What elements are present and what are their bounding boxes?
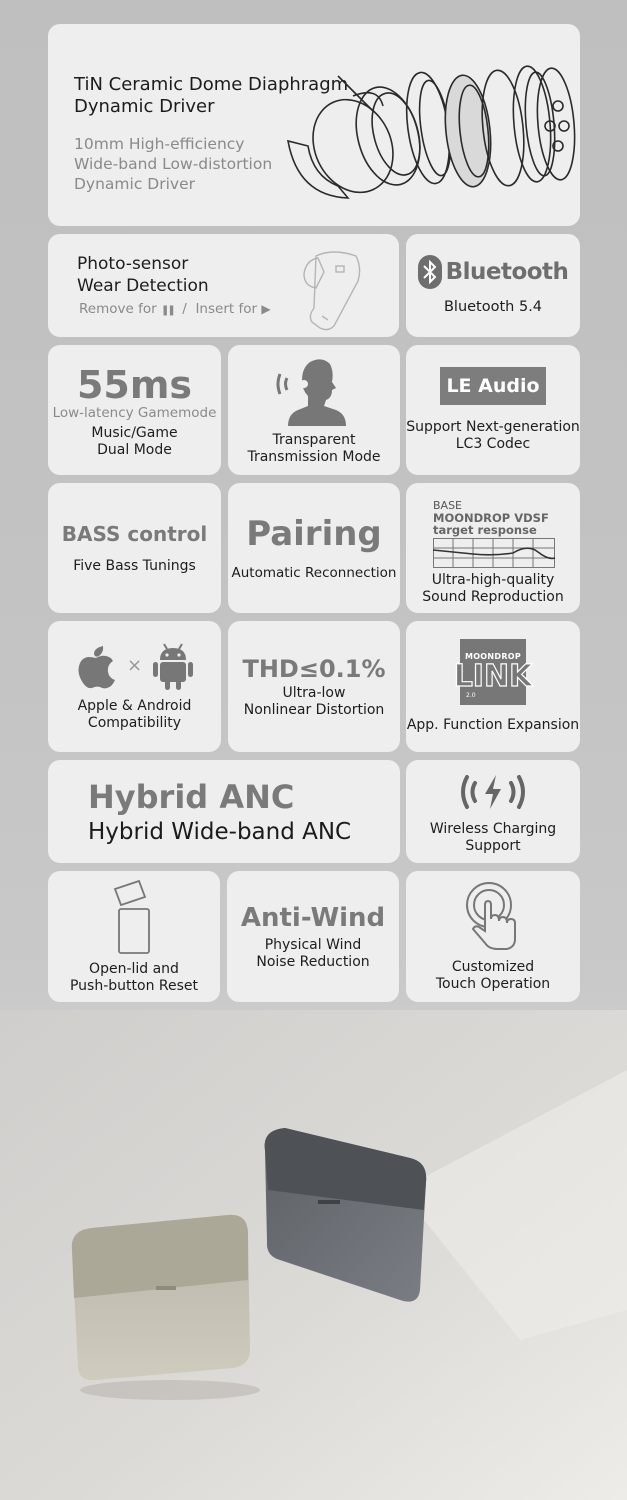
bluetooth-version: Bluetooth 5.4	[443, 299, 543, 315]
latency-card	[48, 345, 221, 475]
driver-card	[48, 24, 580, 226]
play-icon: ▶	[261, 302, 271, 316]
app-logo-top: MOONDROP	[464, 651, 522, 661]
open-lid-case-icon	[109, 879, 159, 955]
latency-line2: Dual Mode	[97, 442, 172, 458]
person-listening-icon	[274, 354, 354, 426]
latency-value: 55ms	[76, 363, 193, 407]
pairing-title: Pairing	[246, 513, 382, 554]
antiwind-card	[227, 871, 399, 1002]
thd-line2: Nonlinear Distortion	[243, 701, 385, 718]
bass-title: BASS control	[61, 521, 208, 546]
le-audio-line1: Support Next-generation	[406, 419, 580, 435]
wireless-line1: Wireless Charging	[429, 820, 557, 837]
touch-line2: Touch Operation	[435, 975, 551, 992]
bass-line1: Five Bass Tunings	[73, 557, 196, 574]
reset-line1: Open-lid and	[89, 960, 179, 977]
touch-gesture-icon	[463, 881, 523, 953]
app-logo-word: LINK	[453, 658, 533, 694]
target-line1: Ultra-high-quality	[431, 572, 555, 588]
bass-card	[48, 483, 221, 613]
times-glyph: ×	[126, 655, 143, 676]
target-label-target: target response	[433, 523, 537, 537]
reset-card	[48, 871, 220, 1002]
compat-line2: Compatibility	[87, 714, 182, 731]
transparent-line2: Transmission Mode	[247, 449, 381, 465]
app-logo-version: 2.0	[466, 692, 476, 699]
driver-exploded-diagram	[278, 46, 578, 221]
hint-separator: /	[182, 301, 187, 317]
driver-sub-line2: Wide-band Low-distortion	[74, 155, 273, 173]
anc-subtitle: Hybrid Wide-band ANC	[88, 819, 352, 845]
driver-subtitle	[74, 134, 272, 194]
driver-sub-line3: Dynamic Driver	[74, 175, 195, 193]
driver-title-line1: TiN Ceramic Dome Diaphragm	[74, 74, 349, 95]
photo-sensor-title	[77, 253, 209, 297]
bluetooth-icon	[418, 255, 442, 289]
latency-line1: Music/Game	[91, 425, 178, 441]
antiwind-title: Anti-Wind	[240, 902, 386, 933]
wireless-charging-icon	[457, 769, 529, 815]
reset-line2: Push-button Reset	[69, 977, 199, 994]
target-label-vdsf: MOONDROP VDSF	[433, 511, 549, 525]
le-audio-line2: LC3 Codec	[455, 436, 531, 452]
frequency-response-graph	[433, 538, 555, 568]
compat-line1: Apple & Android	[77, 697, 192, 714]
thd-line1: Ultra-low	[282, 684, 346, 701]
photo-sensor-title-line1: Photo-sensor	[77, 254, 189, 274]
pause-icon: ❚❚	[160, 305, 174, 316]
touch-line1: Customized	[451, 958, 535, 975]
latency-sub: Low-latency Gamemode	[52, 405, 217, 421]
pairing-line1: Automatic Reconnection	[231, 564, 397, 581]
transparent-line1: Transparent	[272, 432, 356, 448]
thd-card	[228, 621, 400, 752]
wireless-line2: Support	[465, 837, 521, 854]
touch-card	[406, 871, 580, 1002]
android-icon	[152, 642, 194, 690]
antiwind-line1: Physical Wind	[264, 936, 362, 953]
anc-card	[48, 760, 400, 863]
os-logos	[75, 642, 194, 690]
photo-sensor-hint	[79, 301, 271, 317]
thd-value: THD≤0.1%	[242, 654, 386, 683]
insert-label: Insert for	[195, 301, 258, 317]
moondrop-link-logo	[453, 639, 533, 705]
photo-sensor-card	[48, 234, 399, 337]
wireless-card	[406, 760, 580, 863]
app-card	[406, 621, 580, 752]
transparent-card	[228, 345, 400, 475]
earbud-sensor-icon	[298, 246, 368, 331]
le-audio-badge: LE Audio	[440, 367, 546, 405]
le-audio-card	[406, 345, 580, 475]
product-photo	[0, 1010, 627, 1500]
target-label-base: BASE	[433, 499, 463, 512]
driver-sub-line1: 10mm High-efficiency	[74, 135, 245, 153]
app-line1: App. Function Expansion	[406, 717, 580, 733]
pairing-card	[228, 483, 400, 613]
apple-icon	[75, 642, 117, 690]
remove-label: Remove for	[79, 301, 157, 317]
bluetooth-wordmark: Bluetooth	[445, 259, 569, 285]
bluetooth-card	[406, 234, 580, 337]
target-line2: Sound Reproduction	[422, 589, 564, 605]
compatibility-card	[48, 621, 221, 752]
antiwind-line2: Noise Reduction	[256, 953, 370, 970]
anc-title: Hybrid ANC	[88, 778, 295, 816]
bluetooth-logo	[418, 255, 569, 289]
driver-title-line2: Dynamic Driver	[74, 96, 215, 117]
photo-sensor-title-line2: Wear Detection	[77, 276, 209, 296]
target-response-card	[406, 483, 580, 613]
